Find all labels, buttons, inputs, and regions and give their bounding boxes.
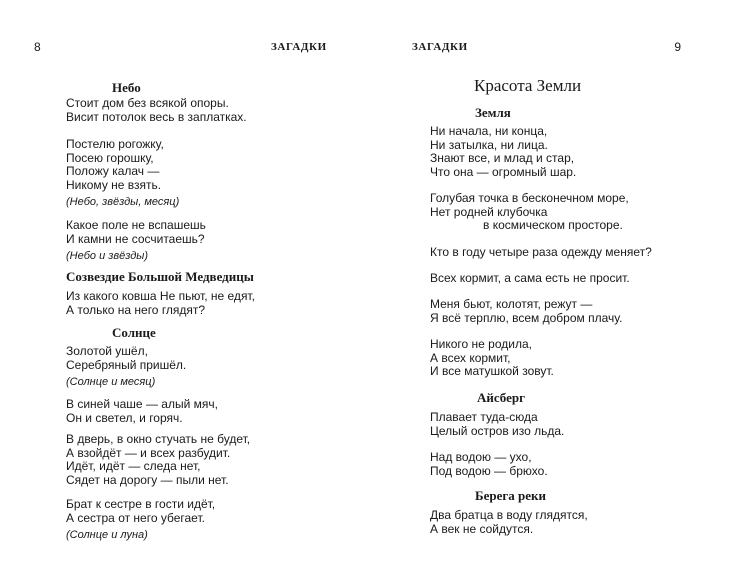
riddle-line: В синей чаше — алый мяч, — [66, 397, 218, 411]
subheading: Небо — [112, 80, 141, 95]
riddle — [66, 433, 250, 487]
riddle-line: Всех кормит, а сама есть не просит. — [430, 271, 630, 285]
riddle-answer: (Небо, звёзды, месяц) — [66, 196, 180, 208]
riddle-line: Над водою — ухо, — [430, 450, 532, 464]
riddle-line: Висит потолок весь в заплатках. — [66, 109, 247, 124]
subheading: Солнце — [112, 325, 156, 340]
subheading: Созвездие Большой Медведицы — [66, 269, 254, 284]
subheading: Земля — [475, 105, 511, 120]
riddle-answer: (Небо и звёзды) — [66, 250, 149, 262]
riddle-line: Он и светел, и горяч. — [66, 410, 183, 425]
riddle — [66, 97, 247, 124]
riddle-line: Что она — огромный шар. — [430, 164, 577, 179]
riddle-line: Идёт, идёт — следа нет, — [66, 459, 201, 473]
riddle — [430, 451, 548, 478]
riddle-line: Плавает туда-сюда — [430, 410, 538, 424]
riddle-line: Нет родней клубочка — [430, 204, 548, 219]
riddle-line: Ни начала, ни конца, — [430, 124, 548, 138]
riddle-line: Постелю рогожку, — [66, 137, 164, 151]
left-page — [0, 0, 366, 588]
riddle — [66, 138, 179, 210]
riddle-line: А сестра от него убегает. — [66, 510, 205, 525]
riddle-line: Никому не взять. — [66, 177, 162, 192]
riddle — [430, 509, 588, 536]
riddle-line: Брат к сестре в гости идёт, — [66, 497, 216, 511]
riddle-line: И все матушкой зовут. — [430, 364, 554, 378]
riddle — [66, 290, 255, 317]
riddle-line: Положу калач — — [66, 164, 160, 178]
riddle-line: В дверь, в окно стучать не будет, — [66, 432, 251, 446]
subheading: Айсберг — [477, 390, 526, 405]
riddle-line: Сядет на дорогу — пыли нет. — [66, 472, 229, 487]
section-title: Красота Земли — [474, 76, 582, 95]
riddle — [430, 298, 622, 325]
riddle-line: Два братца в воду глядятся, — [430, 508, 588, 522]
riddle-line: А век не сойдутся. — [430, 521, 534, 536]
riddle — [430, 411, 564, 438]
right-page — [366, 0, 733, 588]
riddle-line: И камни не сосчитаешь? — [66, 231, 205, 246]
riddle-line: Голубая точка в бесконечном море, — [430, 191, 629, 205]
running-head: ЗАГАДКИ — [271, 41, 327, 53]
riddle-line: Какое поле не вспашешь — [66, 218, 206, 232]
riddle-line: Из какого ковша Не пьют, не едят, — [66, 289, 255, 303]
riddle-line: Целый остров изо льда. — [430, 423, 565, 438]
riddle-line: Золотой ушёл, — [66, 344, 148, 358]
riddle-line: Меня бьют, колотят, режут — — [430, 297, 593, 311]
riddle-line: Кто в году четыре раза одежду меняет? — [430, 245, 652, 259]
riddle-line: Ни затылка, ни лица. — [430, 137, 548, 152]
riddle — [66, 345, 186, 390]
riddle-line: в космическом просторе. — [483, 218, 623, 232]
page-number: 8 — [34, 40, 41, 54]
running-head: ЗАГАДКИ — [412, 41, 468, 53]
riddle — [430, 246, 652, 260]
riddle — [430, 338, 554, 379]
riddle-line: Серебряный пришёл. — [66, 357, 187, 372]
riddle-line: А всех кормит, — [430, 350, 511, 365]
riddle — [66, 398, 218, 425]
riddle — [430, 125, 576, 179]
page-number: 9 — [674, 40, 681, 54]
riddle-line: А только на него глядят? — [66, 302, 206, 317]
riddle-line: Посею горошку, — [66, 150, 154, 165]
riddle — [430, 192, 629, 233]
riddle-answer: (Солнце и луна) — [66, 529, 148, 541]
riddle-line: Под водою — брюхо. — [430, 463, 548, 478]
subheading: Берега реки — [475, 488, 546, 503]
riddle — [66, 219, 206, 264]
riddle-line: Стоит дом без всякой опоры. — [66, 96, 229, 110]
riddle-line: А взойдёт — и всех разбудит. — [66, 445, 231, 460]
riddle-line: Я всё терплю, всем добром плачу. — [430, 310, 623, 325]
riddle — [66, 498, 215, 543]
riddle — [430, 272, 630, 286]
riddle-answer: (Солнце и месяц) — [66, 376, 156, 388]
riddle-line: Знают все, и млад и стар, — [430, 151, 575, 165]
riddle-line: Никого не родила, — [430, 337, 532, 351]
